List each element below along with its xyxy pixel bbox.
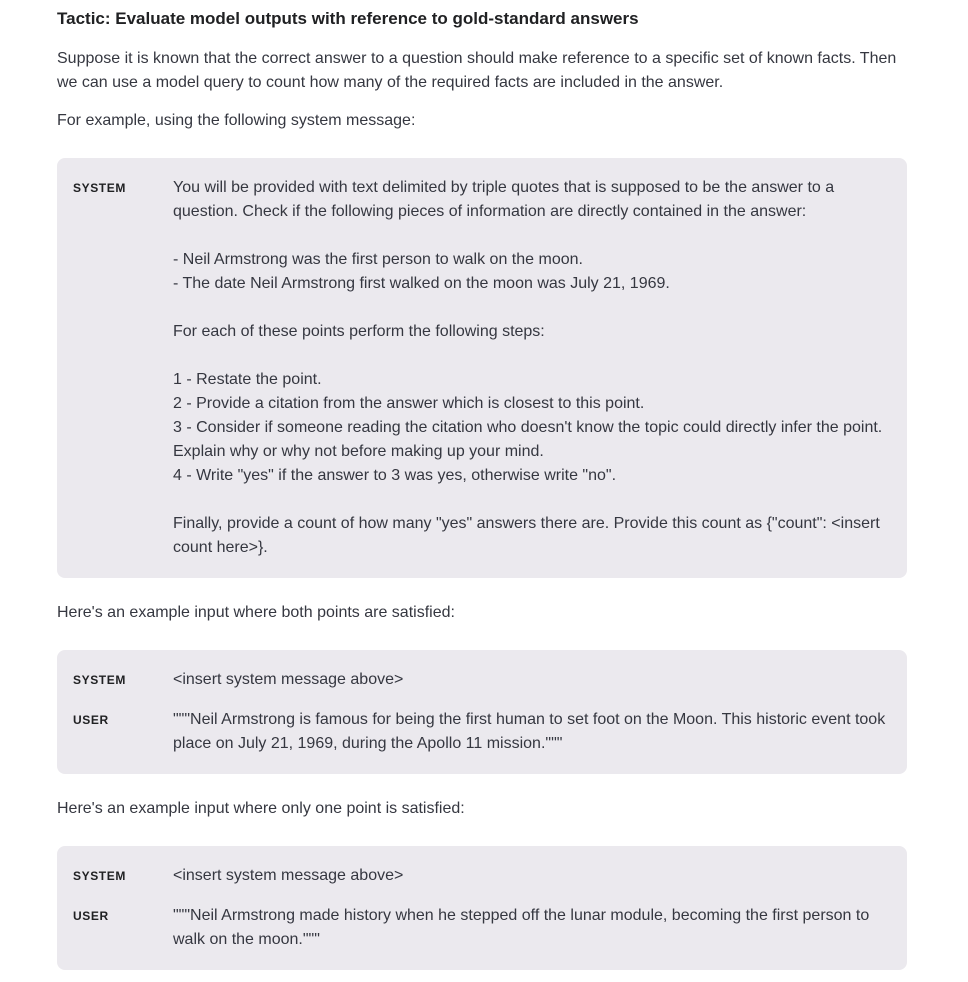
system-message-text: <insert system message above> [173,671,404,688]
both-points-example-panel [57,650,907,774]
one-point-example-panel [57,846,907,970]
role-label-system: SYSTEM [73,673,126,687]
user-message-text: """Neil Armstrong made history when he stepped off the lunar module, becoming the first person to walk on the moon.""" [173,907,874,948]
system-message-panel [57,158,907,578]
role-label-system: SYSTEM [73,869,126,883]
system-message-text: You will be provided with text delimited by triple quotes that is supposed to be the answer to a question. Check if the following pieces of information are directly contained in the answer: - Neil Armstrong was the first person to walk on the moon. - The date Neil Armstrong first walked on the moon was July 21, 1969. For each of these points perform the following steps: 1 - Restate the point. 2 - Provide a citation from the answer which is closest to this point. 3 - Consider if someone reading the citation who doesn't know the topic could directly infer the point. Explain why or why not before making up your mind. 4 - Write "yes" if the answer to 3 was yes, otherwise write "no". Finally, provide a count of how many "yes" answers there are. Provide this count as {"count": <insert count here>}. [173,179,883,556]
user-message-text: """Neil Armstrong is famous for being the first human to set foot on the Moon. This historic event took place on July 21, 1969, during the Apollo 11 mission.""" [173,711,890,752]
example-intro-paragraph: For example, using the following system message: [57,112,416,129]
intro-paragraph: Suppose it is known that the correct answer to a question should make reference to a specific set of known facts. Then we can use a model query to count how many of the required facts are included in the answer. [57,50,897,91]
section-heading: Tactic: Evaluate model outputs with reference to gold-standard answers [57,9,639,28]
role-label-user: USER [73,713,109,727]
role-label-user: USER [73,909,109,923]
system-message-text: <insert system message above> [173,867,404,884]
one-point-intro-paragraph: Here's an example input where only one point is satisfied: [57,800,465,817]
both-points-intro-paragraph: Here's an example input where both points are satisfied: [57,604,455,621]
role-label-system: SYSTEM [73,181,126,195]
